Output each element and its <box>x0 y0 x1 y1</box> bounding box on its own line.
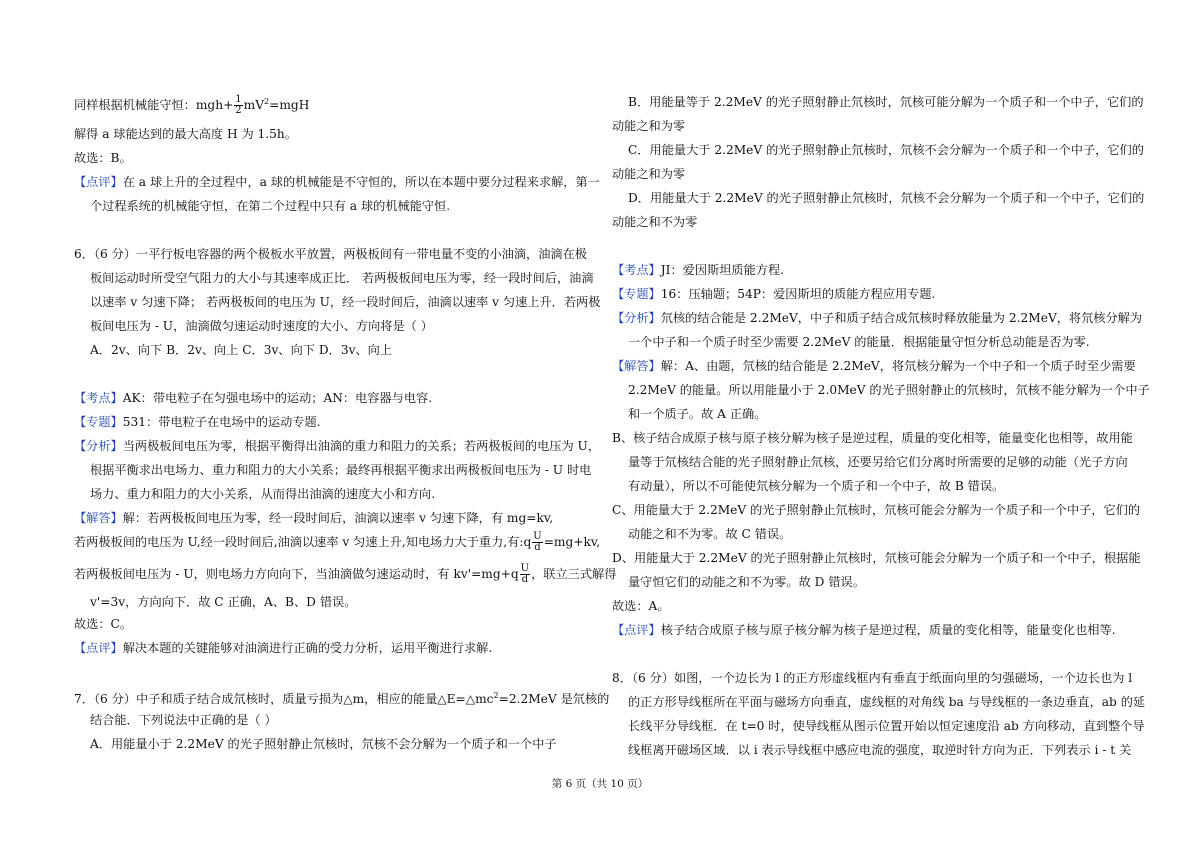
option-a: A．用能量小于 2.2MeV 的光子照射静止氘核时，氘核不会分解为一个质子和一个中子 <box>90 737 557 751</box>
equation-line: 同样根据机械能守恒：mgh+ $\frac{1}{2}$ $mV^2=mgH$ <box>74 94 310 117</box>
jieda-d-line: D、用能量大于 2.2MeV 的光子照射静止氘核时，氘核可能会分解为一个质子和一个中子，根据能 <box>612 551 1141 565</box>
jieda-b-line: B、核子结合成原子核与原子核分解为核子是逆过程，质量的变化相等，能量变化也相等，故用能 <box>612 431 1133 445</box>
jieda-b-line: 有动量），所以不可能使氘核分解为一个质子和一个中子，故 B 错误。 <box>628 479 1005 493</box>
option-line: 动能之和为零 <box>612 167 686 181</box>
kaodian-line: 【考点】AK：带电粒子在匀强电场中的运动；AN：电容器与电容. <box>74 391 433 405</box>
fenxi-line: 根据平衡求出电场力、重力和阻力的大小关系；最终再根据平衡求出两极板间电压为 - U 时电 <box>90 463 592 477</box>
kaodian-line: 【考点】JI：爱因斯坦质能方程. <box>612 263 785 277</box>
question-8: 8．（6 分）如图，一个边长为 l 的正方形虚线框内有垂直于纸面向里的匀强磁场，一个边长也为 l <box>612 671 1133 685</box>
jieda-b-line: 量等于氘核结合能的光子照射静止氘核，还要另给它们分离时所需要的足够的动能（光子方向 <box>628 455 1128 469</box>
answer-line: 故选：A。 <box>612 599 670 613</box>
zhuanti-line: 【专题】16：压轴题；54P：爱因斯坦的质能方程应用专题. <box>612 287 936 301</box>
text-line: 故选：B。 <box>74 151 132 165</box>
option-d: D．用能量大于 2.2MeV 的光子照射静止氘核时，氘核不会分解为一个质子和一个中子，它们的 <box>628 191 1145 205</box>
jieda-c-line: 动能之和不为零。故 C 错误。 <box>628 527 792 541</box>
jieda-tag: 【解答】 <box>74 511 123 525</box>
answer-line: 故选：C。 <box>74 617 133 631</box>
kaodian-tag: 【考点】 <box>612 263 661 277</box>
question-line: 以速率 v 匀速下降； 若两极板间的电压为 U，经一段时间后，油滴以速率 v 匀速上升．若两极 <box>90 295 601 309</box>
comment-line: 【点评】在 a 球上升的全过程中，a 球的机械能是不守恒的，所以在本题中要分过程来求解，第一 <box>74 175 600 189</box>
zhuanti-tag: 【专题】 <box>612 287 661 301</box>
zhuanti-tag: 【专题】 <box>74 415 123 429</box>
question-line: 结合能．下列说法中正确的是（ ） <box>90 713 277 727</box>
comment-tag: 【点评】 <box>612 623 661 637</box>
fenxi-line: 【分析】当两极板间电压为零，根据平衡得出油滴的重力和阻力的关系；若两极板间的电压为 U， <box>74 439 601 453</box>
zhuanti-line: 【专题】531：带电粒子在电场中的运动专题. <box>74 415 321 429</box>
fraction: $\frac{U}{d}$ <box>520 563 530 585</box>
kaodian-tag: 【考点】 <box>74 391 123 405</box>
jieda-line: 【解答】解：若两极板间电压为零，经一段时间后，油滴以速率 v 匀速下降，有 mg=kv, <box>74 511 554 525</box>
text-line: 解得 a 球能达到的最大高度 H 为 1.5h。 <box>74 127 297 141</box>
fenxi-line: 【分析】氘核的结合能是 2.2MeV，中子和质子结合成氘核时释放能量为 2.2MeV，将氘核分解为 <box>612 311 1143 325</box>
option-line: 动能之和不为零 <box>612 215 698 229</box>
fenxi-tag: 【分析】 <box>74 439 123 453</box>
fenxi-line: 一个中子和一个质子时至少需要 2.2MeV 的能量．根据能量守恒分析总动能是否为零. <box>628 335 1090 349</box>
option-c: C．用能量大于 2.2MeV 的光子照射静止氘核时，氘核不会分解为一个质子和一个中子，它们的 <box>628 143 1144 157</box>
jieda-c-line: C、用能量大于 2.2MeV 的光子照射静止氘核时，氘核可能会分解为一个质子和一个中子，它们的 <box>612 503 1141 517</box>
question-7: 7．（6 分）中子和质子结合成氘核时，质量亏损为△m，相应的能量$\triangle E=\triangle mc^2=2.2MeV$ 是氘核的 <box>74 691 610 707</box>
question-line: 板间电压为 - U，油滴做匀速运动时速度的大小、方向将是（ ） <box>90 319 433 333</box>
question-line: 长线平分导线框．在 t=0 时，使导线框从图示位置开始以恒定速度沿 ab 方向移动，直到整个导 <box>628 719 1145 733</box>
question-6: 6．（6 分）一平行板电容器的两个极板水平放置，两极板间有一带电量不变的小油滴，油滴在极 <box>74 247 587 261</box>
fenxi-tag: 【分析】 <box>612 311 661 325</box>
jieda-equation-line: 若两极板间的电压为 U,经一段时间后,油滴以速率 v 匀速上升,知电场力大于重力,有:q $\frac{U}{d}$ =mg+kv, <box>74 531 601 553</box>
jieda-d-line: 量守恒它们的动能之和不为零。故 D 错误。 <box>628 575 865 589</box>
comment-line: 【点评】核子结合成原子核与原子核分解为核子是逆过程，质量的变化相等，能量变化也相等. <box>612 623 1116 637</box>
comment-line: 【点评】解决本题的关键能够对油滴进行正确的受力分析，运用平衡进行求解. <box>74 641 493 655</box>
question-line: 板间运动时所受空气阻力的大小与其速率成正比． 若两极板间电压为零，经一段时间后，油滴 <box>90 271 594 285</box>
jieda-line: 2.2MeV 的能量。所以用能量小于 2.0MeV 的光子照射静止的氘核时，氘核不能分解为一个中子 <box>628 383 1150 397</box>
option-line: 动能之和为零 <box>612 119 686 133</box>
fraction: $\frac{U}{d}$ <box>533 531 542 553</box>
fraction: $\frac{1}{2}$ <box>235 94 242 117</box>
jieda-equation-line: 若两极板间电压为 - U，则电场力方向向下，当油滴做匀速运动时，有 kv'=mg+q $\frac{U}{d}$ ，联立三式解得 <box>74 563 617 585</box>
option-b: B．用能量等于 2.2MeV 的光子照射静止氘核时，氘核可能分解为一个质子和一个中子，它们的 <box>628 95 1144 109</box>
jieda-line: 【解答】解：A、由题，氘核的结合能是 2.2MeV，将氘核分解为一个中子和一个质子时至少需要 <box>612 359 1136 373</box>
fenxi-line: 场力、重力和阻力的大小关系，从而得出油滴的速度大小和方向. <box>90 487 436 501</box>
comment-tag: 【点评】 <box>74 175 123 189</box>
question-line: 的正方形导线框所在平面与磁场方向垂直，虚线框的对角线 ba 与导线框的一条边垂直，ab 的延 <box>628 695 1146 709</box>
options-line: A．2v、向下 B．2v、向上 C．3v、向下 D．3v、向上 <box>90 343 393 357</box>
question-line: 线框离开磁场区域．以 i 表示导线框中感应电流的强度，取逆时针方向为正．下列表示 i - t 关 <box>628 743 1132 757</box>
jieda-line: v'=3v，方向向下．故 C 正确，A、B、D 错误。 <box>90 595 357 609</box>
comment-tag: 【点评】 <box>74 641 123 655</box>
jieda-tag: 【解答】 <box>612 359 661 373</box>
jieda-line: 和一个质子。故 A 正确。 <box>628 407 767 421</box>
comment-line: 个过程系统的机械能守恒，在第二个过程中只有 a 球的机械能守恒. <box>90 199 451 213</box>
page-footer: 第 6 页（共 10 页） <box>551 778 649 790</box>
